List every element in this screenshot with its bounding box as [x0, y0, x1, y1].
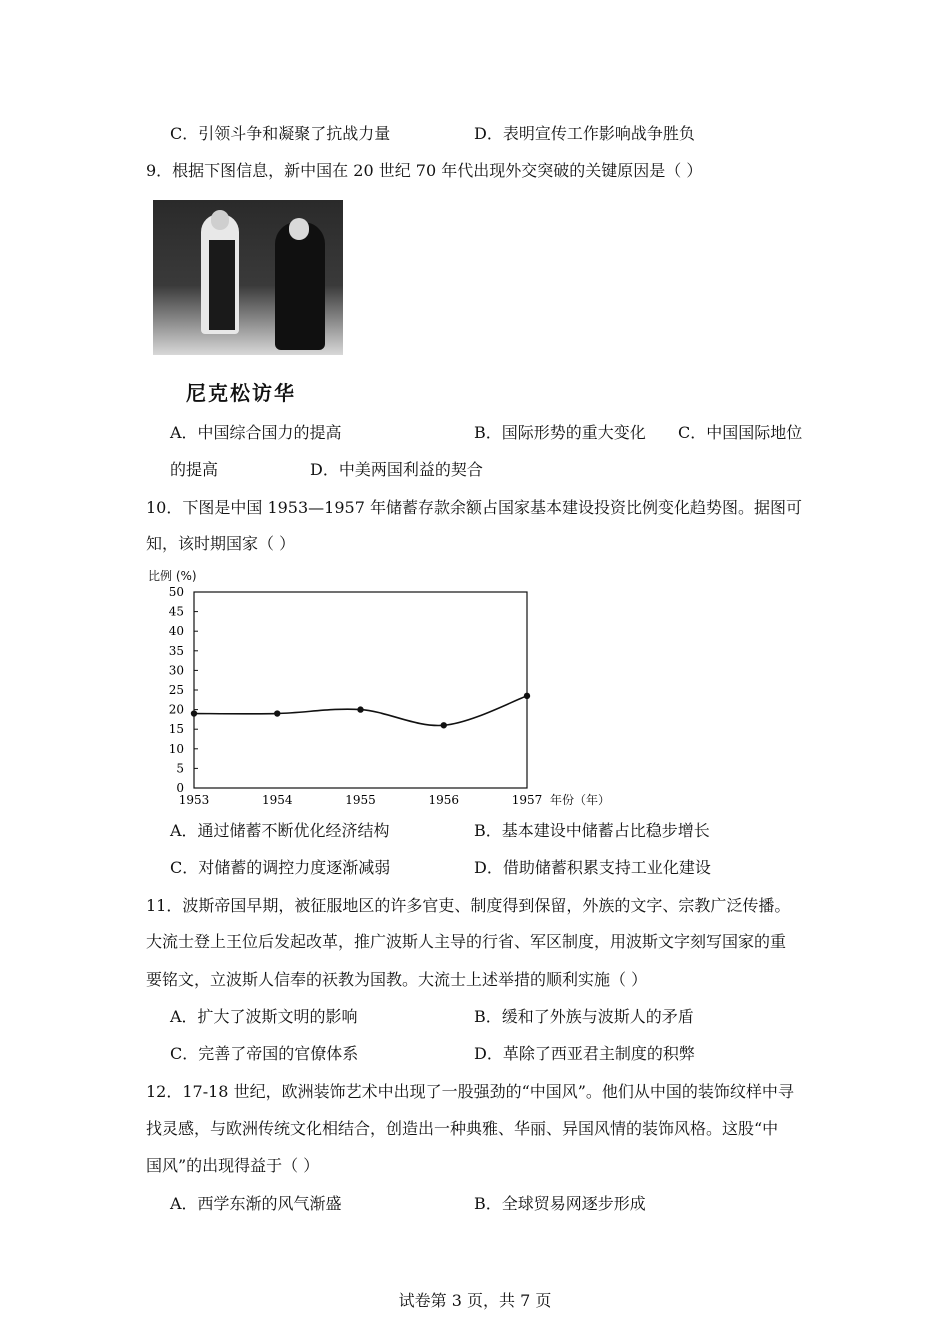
nixon-visit-photo [153, 200, 343, 355]
x-tick-label: 1954 [261, 793, 293, 807]
photo-caption: 尼克松访华 [186, 381, 296, 405]
data-point [524, 693, 530, 699]
plot-frame [194, 592, 527, 788]
q11-stem-3: 要铭文，立波斯人信奉的祆教为国教。大流士上述举措的顺利实施（ ） [146, 970, 648, 989]
q11-stem-1: 11．波斯帝国早期，被征服地区的许多官吏、制度得到保留，外族的文字、宗教广泛传播。 [146, 896, 791, 915]
q12-stem-3: 国风”的出现得益于（ ） [146, 1156, 320, 1175]
y-tick-label: 10 [168, 741, 184, 756]
q11-stem-2: 大流士登上王位后发起改革，推广波斯人主导的行省、军区制度，用波斯文字刻写国家的重 [146, 932, 787, 951]
x-tick-label: 1956 [428, 793, 460, 807]
chart-ylabel: 比例 (%) [148, 569, 197, 583]
figure-left-coat [209, 240, 235, 330]
data-point [441, 722, 447, 728]
x-tick-label: 1957 [511, 793, 543, 807]
q9-option-d: D．中美两国利益的契合 [310, 460, 483, 479]
y-tick-label: 15 [168, 722, 184, 737]
x-tick-label: 1955 [345, 793, 376, 807]
page-footer: 试卷第 3 页，共 7 页 [398, 1291, 552, 1310]
q9-option-c: C．中国国际地位 [678, 423, 803, 442]
y-tick-label: 40 [168, 624, 184, 639]
figure-right-head [289, 218, 309, 240]
q9-option-c-cont: 的提高 [170, 460, 219, 479]
y-tick-label: 20 [168, 702, 184, 717]
data-point [357, 706, 363, 712]
q8-option-c: C．引领斗争和凝聚了抗战力量 [170, 124, 391, 143]
y-tick-label: 35 [168, 643, 184, 658]
y-tick-label: 0 [176, 781, 184, 795]
figure-left-head [211, 210, 229, 230]
q10-option-c: C．对储蓄的调控力度逐渐减弱 [170, 858, 391, 877]
q11-option-d: D．革除了西亚君主制度的积弊 [474, 1044, 695, 1063]
savings-ratio-chart [140, 562, 630, 812]
q9-stem: 9．根据下图信息，新中国在 20 世纪 70 年代出现外交突破的关键原因是（ ） [146, 161, 703, 180]
q11-option-c: C．完善了帝国的官僚体系 [170, 1044, 359, 1063]
y-tick-label: 30 [168, 663, 184, 678]
data-point [191, 710, 197, 716]
q10-option-a: A．通过储蓄不断优化经济结构 [170, 821, 390, 840]
q10-stem-2: 知，该时期国家（ ） [146, 534, 296, 553]
y-tick-label: 25 [168, 683, 184, 697]
y-tick-label: 5 [176, 761, 184, 776]
chart-xlabel: 年份（年） [550, 793, 611, 807]
q10-option-b: B．基本建设中储蓄占比稳步增长 [474, 821, 710, 840]
x-tick-label: 1953 [178, 793, 210, 807]
q12-stem-2: 找灵感，与欧洲传统文化相结合，创造出一种典雅、华丽、异国风情的装饰风格。这股“中 [146, 1119, 779, 1138]
data-point [274, 710, 280, 716]
q12-stem-1: 12．17-18 世纪，欧洲装饰艺术中出现了一股强劲的“中国风”。他们从中国的装饰纹样中寻 [146, 1082, 794, 1101]
figure-right [275, 222, 325, 350]
y-tick-label: 50 [168, 585, 184, 599]
q10-stem-1: 10．下图是中国 1953—1957 年储蓄存款余额占国家基本建设投资比例变化趋势图。据图可 [146, 498, 802, 517]
q9-option-a: A．中国综合国力的提高 [170, 423, 342, 442]
y-tick-label: 45 [168, 604, 184, 619]
q9-option-b: B．国际形势的重大变化 [474, 423, 646, 442]
q12-option-a: A．西学东渐的风气渐盛 [170, 1194, 342, 1213]
q12-option-b: B．全球贸易网逐步形成 [474, 1194, 646, 1213]
q8-option-d: D．表明宣传工作影响战争胜负 [474, 124, 695, 143]
q11-option-b: B．缓和了外族与波斯人的矛盾 [474, 1007, 694, 1026]
q10-option-d: D．借助储蓄积累支持工业化建设 [474, 858, 711, 877]
q11-option-a: A．扩大了波斯文明的影响 [170, 1007, 358, 1026]
